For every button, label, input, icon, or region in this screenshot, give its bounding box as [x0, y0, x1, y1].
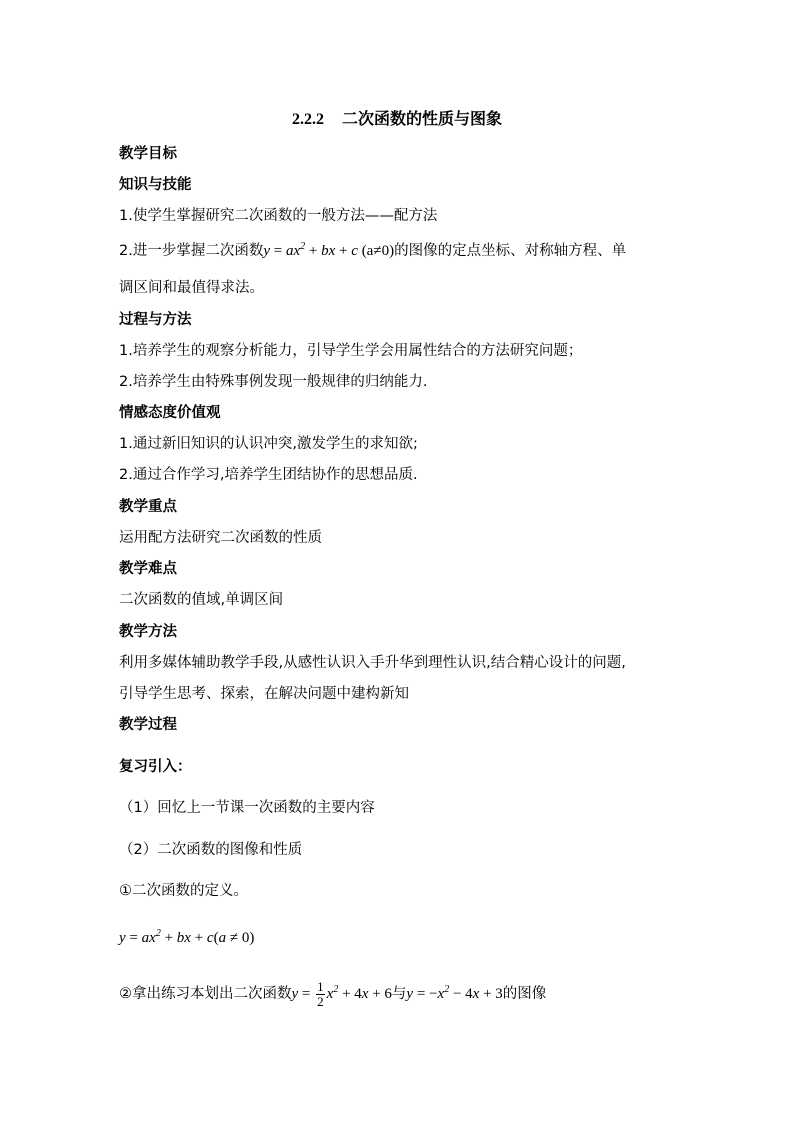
- function-1-formula: y = $\frac{1}{2}$ $x^2 + 4x + 6$: [291, 979, 392, 1009]
- emotion-item-2: 2.通过合作学习,培养学生团结协作的思想品质.: [119, 467, 418, 483]
- draw-exercise-conjunction: 与: [391, 985, 407, 1002]
- draw-exercise-prefix: ②拿出练习本划出二次函数: [119, 985, 292, 1002]
- method-text-1: 利用多媒体辅助教学手段,从感性认识入手升华到理性认识,结合精心设计的问题,: [119, 655, 626, 671]
- review-item-1: （1）回忆上一节课一次函数的主要内容: [119, 800, 375, 816]
- draw-exercise: [119, 980, 546, 1009]
- definition-formula: $y = ax^2$ + bx + c(a ≠ 0): [119, 928, 255, 946]
- emotion-item-1: 1.通过新旧知识的认识冲突,激发学生的求知欲;: [119, 436, 418, 452]
- difficulty-text: 二次函数的值域,单调区间: [119, 592, 284, 608]
- heading-difficulty: 教学难点: [119, 561, 177, 577]
- heading-review-intro: 复习引入：: [119, 759, 192, 775]
- knowledge-item-2-suffix: 的图像的定点坐标、对称轴方程、单: [394, 243, 627, 259]
- key-point-text: 运用配方法研究二次函数的性质: [119, 530, 322, 546]
- knowledge-item-2: [119, 241, 626, 261]
- review-item-2: （2）二次函数的图像和性质: [119, 842, 303, 858]
- method-text-2: 引导学生思考、探索，在解决问题中建构新知: [119, 686, 409, 702]
- knowledge-item-1: 1.使学生掌握研究二次函数的一般方法——配方法: [119, 208, 438, 224]
- draw-exercise-suffix: 的图像: [502, 985, 547, 1002]
- heading-key-point: 教学重点: [119, 499, 177, 515]
- knowledge-item-2-continued: 调区间和最值得求法。: [119, 280, 264, 296]
- function-2-formula: $y = -x^2 - 4x + 3$: [406, 983, 503, 1002]
- heading-teaching-goals: 教学目标: [119, 146, 177, 162]
- heading-knowledge-skills: 知识与技能: [119, 177, 192, 193]
- page-title: [0, 106, 794, 129]
- heading-emotion-values: 情感态度价值观: [119, 405, 221, 421]
- process-item-2: 2.培养学生由特殊事例发现一般规律的归纳能力.: [119, 374, 428, 390]
- process-item-1: 1.培养学生的观察分析能力，引导学生学会用属性结合的方法研究问题；: [119, 343, 583, 359]
- fraction-one-half: $\frac{1}{2}$: [317, 979, 324, 1009]
- section-number: 2.2.2: [291, 111, 324, 128]
- definition-label: ①二次函数的定义。: [119, 883, 248, 899]
- heading-teaching-process: 教学过程: [119, 717, 177, 733]
- quadratic-formula: $y = ax^2$ + bx + c (a≠0): [263, 241, 395, 259]
- heading-process-methods: 过程与方法: [119, 312, 192, 328]
- knowledge-item-2-prefix: 2.进一步掌握二次函数: [119, 243, 264, 259]
- heading-teaching-method: 教学方法: [119, 624, 177, 640]
- title-text: 二次函数的性质与图象: [341, 109, 502, 128]
